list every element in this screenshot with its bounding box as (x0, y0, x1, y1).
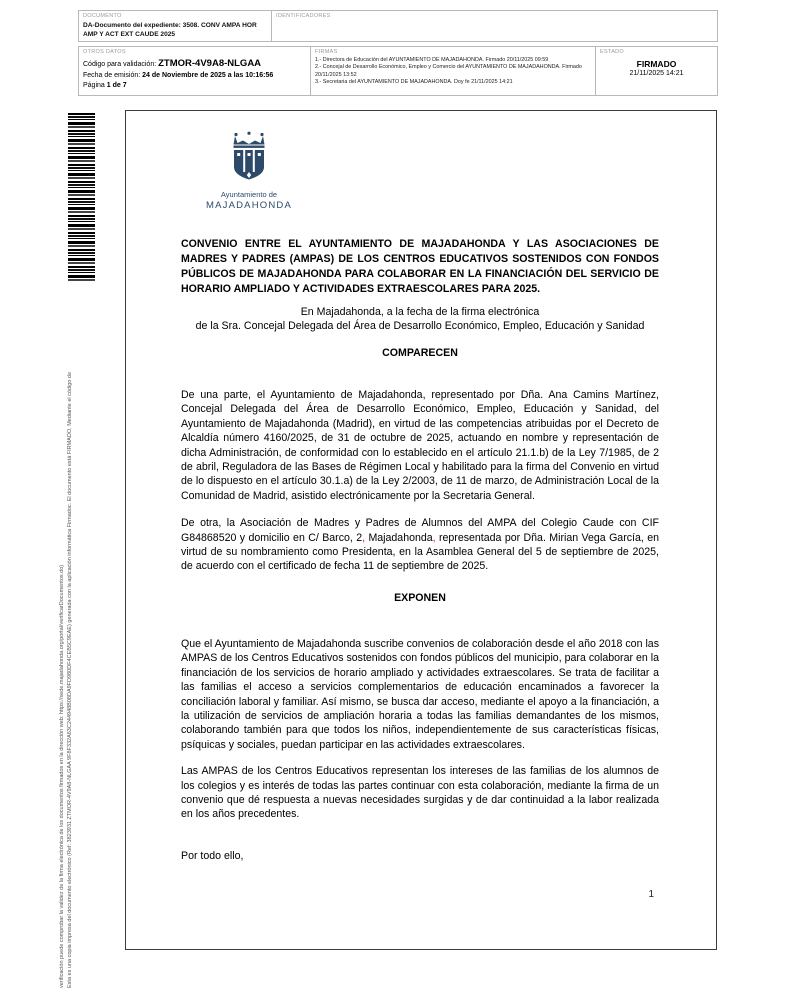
codigo-validacion-line (83, 57, 306, 71)
barcode (68, 113, 95, 281)
place-line-2: de la Sra. Concejal Delegada del Área de Desarrollo Económico, Empleo, Educación y Sanidad (195, 319, 645, 332)
heading-comparecen: COMPARECEN (382, 347, 458, 359)
estado-value: FIRMADO (636, 59, 677, 69)
paragraph-exponen-1: Que el Ayuntamiento de Majadahonda suscribe convenios de colaboración desde el año 2018 con las AMPAS de los Centros Educativos sostenidos con fondos públicos del municipio, para colaborar en la financiación de los servicios de horario ampliado y actividades extraescolares. Se trata de facilitar a las familias el acceso a servicios complementarios de educación encaminados a favorecer la conciliación laboral y familiar. Así mismo, se busca dar acceso, mediante el apoyo a la financiación, a la utilización de servicios de ampliación horaria a todas las familias demandantes de los mismos, colaborando también para que todos los niños, independientemente de sus características físicas, psíquicas y sociales, puedan participar en las actividades extraescolares. (181, 637, 659, 751)
otros-datos-label: OTROS DATOS (83, 49, 126, 55)
codigo-validacion-label: Código para validación: (83, 61, 157, 68)
firmas-box (310, 46, 596, 96)
place-date-block (181, 306, 659, 333)
paragraph-ampa-part1: De otra, la Asociación de Madres y Padres de Alumnos del AMPA del Colegio Caude con CIF G84868520 y domicilio en C/ Barco, 2 (181, 517, 659, 544)
firma-item-2: 2.- Concejal de Desarrollo Económico, Empleo y Comercio del AYUNTAMIENTO DE MAJADAHONDA. Firmado 20/11/2025 13:52 (315, 64, 582, 78)
paragraph-parte-ayuntamiento: De una parte, el Ayuntamiento de Majadahonda, representado por Dña. Ana Camins Martínez, Concejal Delegada del Área de Desarrollo Económico, Empleo, Educación y Sanidad, del Ayuntamiento de Majadahonda (Madrid), en virtud de las competencias atribuidas por el Decreto de Alcaldía número 4160/2025, de 31 de octubre de 2025, actuando en nombre y representación de dicha Administración, de conformidad con lo establecido en el artículo 21.1.b) de la Ley 7/1985, de 2 de abril, Reguladora de las Bases de Régimen Local y habilitado para la firma del Convenio en virtud de lo dispuesto en el artículo 30.1.a) de la Ley 2/2003, de 11 de marzo, de Administración Local de la Comunidad de Madrid, asistido electrónicamente por la Secretaria General. (181, 389, 659, 502)
documento-value: DA-Documento del expediente: 3508. CONV AMPA HOR AMP Y ACT EXT CAUDE 2025 (83, 22, 257, 39)
heading-exponen: EXPONEN (394, 591, 446, 604)
estado-datetime: 21/11/2025 14:21 (629, 70, 684, 77)
firma-item-1: 1.- Directora de Educación del AYUNTAMIENTO DE MAJADAHONDA. Firmado 20/11/2025 09:59 (315, 57, 549, 63)
paragraph-ampa-part3: representada por Dña. Mirian Vega García, en virtud de su nombramiento como Presidenta, en la Asamblea General del 5 de septiembre de 2025, de acuerdo con el certificado de fecha 11 de septiembre de 2025. (181, 531, 659, 573)
coat-of-arms-icon (227, 131, 271, 187)
pagina-value: 1 de 7 (106, 81, 127, 89)
documento-label: DOCUMENTO (83, 13, 122, 19)
fecha-emision-label: Fecha de emisión: (83, 71, 141, 79)
paragraph-exponen-2: Las AMPAS de los Centros Educativos representan los intereses de las familias de los alumnos de los colegios y es interés de todas las partes continuar con esta colaboración, mediante la firma de un convenio que dé respuesta a nuevas necesidades surgidas y de dar continuidad a la labor realizada en los años precedentes. (181, 765, 659, 821)
page-number: 1 (648, 889, 654, 900)
margin-verification-text-line1: Esta es una copia impresa del documento electrónico (Ref: 3823931 ZTMOR-4V9A8-NLGAA 9F8F332A63C244948B08DA9FD980DF4CEB5C9EAE) generada con la aplicación informática Firmadoc. El documento está FIRMADO. Mediante el código de (67, 371, 73, 988)
identificadores-box (271, 10, 718, 42)
majadahonda-logo (191, 131, 307, 211)
identificadores-label: IDENTIFICADORES (276, 13, 331, 19)
document-title: CONVENIO ENTRE EL AYUNTAMIENTO DE MAJADAHONDA Y LAS ASOCIACIONES DE MADRES Y PADRES (AMPAS) DE LOS CENTROS EDUCATIVOS SOSTENIDOS CON FONDOS PÚBLICOS DE MAJADAHONDA PARA COLABORAR EN LA FINANCIACIÓN DEL SERVICIO DE HORARIO AMPLIADO Y ACTIVIDADES EXTRAESCOLARES PARA 2025. (181, 238, 659, 295)
red-comma-1: , (362, 531, 366, 544)
place-line-1: En Majadahonda, a la fecha de la firma electrónica (300, 306, 540, 318)
estado-box (595, 46, 718, 96)
firmas-label: FIRMAS (315, 49, 338, 55)
fecha-emision-value: 24 de Noviembre de 2025 a las 10:16:56 (142, 71, 274, 79)
fecha-emision-line (83, 71, 306, 81)
document-page (125, 110, 717, 950)
paragraph-ampa-part2: Majadahonda (365, 531, 433, 544)
logo-org-line2: MAJADAHONDA (205, 200, 293, 211)
pagina-line (83, 81, 306, 91)
paragraph-parte-ampa (181, 516, 659, 574)
documento-box (78, 10, 272, 42)
margin-verification-text-line2: verificación puede comprobar la validez de la firma electrónica de los documentos firmados en la dirección web: https://sede.majadahonda.org/portal/verificarDocumentos.do) (59, 564, 65, 988)
logo-org-line1: Ayuntamiento de (220, 190, 278, 199)
otros-datos-box (78, 46, 311, 96)
closing-line: Por todo ello, (181, 849, 244, 862)
estado-label: ESTADO (600, 49, 625, 55)
firma-item-3: 3.- Secretaria del AYUNTAMIENTO DE MAJADAHONDA. Doy fe 21/11/2025 14:21 (315, 78, 513, 85)
red-comma-2: , (432, 531, 436, 544)
pagina-label: Página (83, 81, 105, 89)
codigo-validacion-value: ZTMOR-4V9A8-NLGAA (158, 58, 262, 69)
